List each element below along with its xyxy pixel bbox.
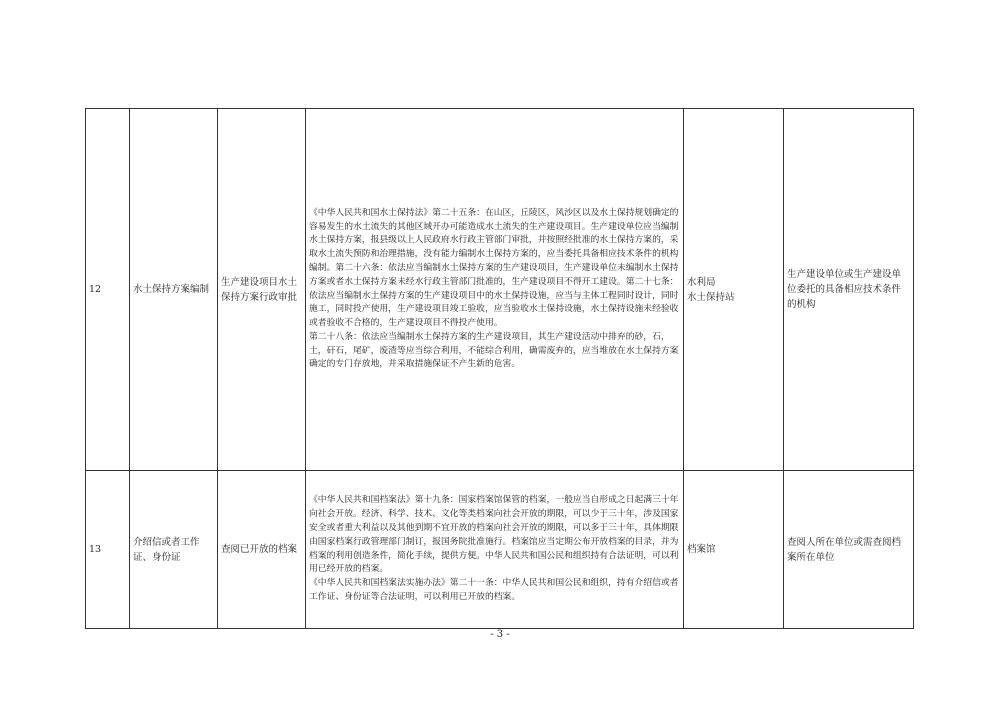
- page-number: - 3 -: [490, 629, 510, 640]
- department: 档案馆: [684, 471, 784, 629]
- requirements-table: [85, 108, 914, 629]
- department: 水利局 水土保持站: [684, 109, 784, 471]
- service-item: 生产建设项目水土保持方案行政审批: [218, 109, 306, 471]
- issuing-unit: 查阅人所在单位或需查阅档案所在单位: [784, 471, 914, 629]
- row-number: 12: [86, 109, 130, 471]
- row-number: 13: [86, 471, 130, 629]
- legal-basis: [306, 471, 684, 629]
- material-item: 介绍信或者工作证、身份证: [130, 471, 218, 629]
- table-row: [86, 109, 914, 471]
- issuing-unit: 生产建设单位或生产建设单位委托的具备相应技术条件的机构: [784, 109, 914, 471]
- material-item: 水土保持方案编制: [130, 109, 218, 471]
- legal-basis-paragraph: 《中华人民共和国档案法实施办法》第二十一条：中华人民共和国公民和组织，持有介绍信或者工作证、身份证等合法证明，可以利用已开放的档案。: [309, 578, 679, 602]
- legal-basis: [306, 109, 684, 471]
- legal-basis-paragraph: 《中华人民共和国档案法》第十九条：国家档案馆保管的档案，一般应当自形成之日起满三十年向社会开放。经济、科学、技术、文化等类档案向社会开放的期限，可以少于三十年，涉及国家安全或者重大利益以及其他到期不宜开放的档案向社会开放的期限，可以多于三十年，具体期限由国家档案行政管理部门制订，报国务院批准施行。档案馆应当定期公布开放档案的目录，并为档案的利用创造条件，简化手续，提供方便。中华人民共和国公民和组织持有合法证明，可以利用已经开放的档案。: [309, 495, 679, 575]
- service-item: 查阅已开放的档案: [218, 471, 306, 629]
- table-row: [86, 471, 914, 629]
- legal-basis-paragraph: 《中华人民共和国水土保持法》第二十五条：在山区，丘陵区，风沙区以及水土保持规划确定的容易发生的水土流失的其他区域开办可能造成水土流失的生产建设项目。生产建设单位应当编制水土保持方案，报县级以上人民政府水行政主管部门审批，并按照经批准的水土保持方案的，采取水土流失预防和治理措施，没有能力编制水土保持方案的，应当委托具备相应技术条件的机构编制。第二十六条：依法应当编制水土保持方案的生产建设项目，生产建设单位未编制水土保持方案或者水土保持方案未经水行政主管部门批准的，生产建设项目不得开工建设。第二十七条：依法应当编制水土保持方案的生产建设项目中的水土保持设施，应当与主体工程同时设计，同时施工，同时投产使用，生产建设项目竣工验收，应当验收水土保持设施，水土保持设施未经验收或者验收不合格的，生产建设项目不得投产使用。: [309, 207, 679, 329]
- legal-basis-paragraph: 第二十八条：依法应当编制水土保持方案的生产建设项目，其生产建设活动中排弃的砂，石，土，矸石，尾矿，废渣等应当综合利用，不能综合利用，确需废弃的，应当堆放在水土保持方案确定的专门存放地，并采取措施保证不产生新的危害。: [309, 331, 679, 370]
